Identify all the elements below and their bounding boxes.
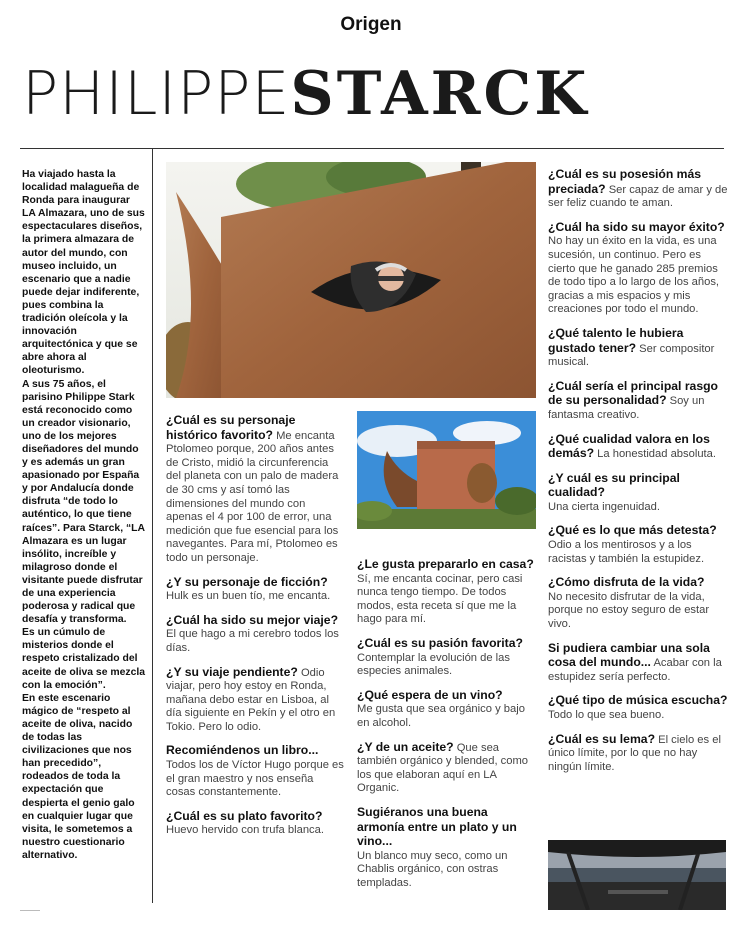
portrait-photo-svg bbox=[166, 162, 536, 398]
answer: Un blanco muy seco, como un Chablis orgánico, con ostras templadas. bbox=[357, 849, 508, 889]
answer: No hay un éxito en la vida, es una sucesión, un continuo. Pero es cierto que he ganado 285 premios de todo tipo a lo largo de los años, gracias a mis espacios y mis creaciones por todo el mundo. bbox=[548, 235, 720, 316]
qa-item bbox=[548, 433, 730, 462]
question: Si pudiera cambiar una sola cosa del mundo... bbox=[548, 640, 710, 670]
intro-paragraph: A sus 75 años, el parisino Philippe Stark está reconocido como un creador visionario, uno de los mejores diseñadores del mundo y es además un gran apasionado por España y por Andalucía donde disfruta “de todo lo auténtico, lo que tiene raíces”. Para Starck, “LA Almazara es un lugar insólito, increíble y milagroso donde el visitante puede disfrutar de una experiencia poderosa y radical que desafía y transforma. bbox=[22, 378, 145, 626]
question: ¿Qué espera de un vino? bbox=[357, 687, 503, 702]
question: ¿Cuál sería el principal rasgo de su personalidad? bbox=[548, 378, 719, 408]
qa-item bbox=[548, 221, 730, 317]
qa-column-3 bbox=[548, 168, 730, 784]
question: ¿Cuál es su personaje histórico favorito? bbox=[166, 413, 296, 442]
answer: No necesito disfrutar de la vida, porque no estoy seguro de estar vivo. bbox=[548, 590, 710, 631]
question: ¿Qué cualidad valora en los demás? bbox=[548, 431, 710, 461]
question: ¿Cuál es su plato favorito? bbox=[166, 808, 323, 823]
intro-paragraph: En este escenario mágico de “respeto al aceite de oliva, nacido de todas las civilizaciones que nos han precedido”, rodeados de toda la expectación que despierta el genio galo en cualquier lugar que visita, le sometemos a nuestro cuestionario alternativo. bbox=[22, 692, 135, 861]
answer: Hulk es un buen tío, me encanta. bbox=[166, 590, 331, 603]
question: Sugiéranos una buena armonía entre un plato y un vino... bbox=[357, 804, 517, 849]
answer: Odio viajar, pero hoy estoy en Ronda, mañana debo estar en Lisboa, al día siguiente en Pekín y el otro en Tokio. Pero lo odio. bbox=[166, 666, 336, 733]
section-label: Origen bbox=[340, 14, 402, 35]
qa-item bbox=[357, 741, 537, 796]
building-photo-svg bbox=[357, 411, 536, 529]
answer: Me gusta que sea orgánico y bajo en alcohol. bbox=[357, 703, 525, 729]
qa-item bbox=[548, 380, 730, 423]
qa-item bbox=[166, 666, 344, 735]
bottom-rule bbox=[20, 910, 40, 911]
top-rule bbox=[20, 148, 724, 149]
question: ¿Cuál es su posesión más preciada? bbox=[548, 167, 702, 196]
qa-column-1 bbox=[166, 414, 344, 848]
question: ¿Cómo disfruta de la vida? bbox=[548, 575, 705, 590]
question: ¿Cuál es su pasión favorita? bbox=[357, 635, 523, 650]
answer: Contemplar la evolución de las especies animales. bbox=[357, 651, 510, 678]
answer: Sí, me encanta cocinar, pero casi nunca tengo tiempo. De todos modos, esta receta sí que me la hago para mí. bbox=[357, 572, 523, 626]
headline-last-name: STARCK bbox=[290, 59, 590, 129]
building-photo bbox=[357, 411, 536, 529]
answer: Odio a los mentirosos y a los racistas y también la estupidez. bbox=[548, 539, 705, 565]
terrace-photo-svg bbox=[548, 840, 726, 910]
terrace-photo bbox=[548, 840, 726, 910]
question: ¿Qué talento le hubiera gustado tener? bbox=[548, 325, 684, 355]
qa-item bbox=[548, 472, 730, 515]
headline bbox=[22, 58, 589, 130]
portrait-photo bbox=[166, 162, 536, 398]
answer: Todo lo que sea bueno. bbox=[548, 709, 665, 721]
qa-item bbox=[357, 558, 537, 627]
headline-first-name: PHILIPPE bbox=[22, 59, 291, 129]
qa-item bbox=[357, 689, 537, 731]
qa-item bbox=[548, 327, 730, 370]
question: ¿Cuál es su lema? bbox=[548, 731, 656, 746]
qa-item bbox=[548, 576, 730, 631]
qa-item bbox=[548, 733, 730, 775]
answer: El que hago a mi cerebro todos los días. bbox=[166, 628, 339, 654]
answer: Acabar con la estupidez sería perfecto. bbox=[548, 657, 722, 683]
question: ¿Cuál ha sido su mejor viaje? bbox=[166, 612, 339, 627]
question: ¿Y su viaje pendiente? bbox=[166, 664, 298, 679]
column-rule bbox=[152, 148, 153, 903]
qa-item bbox=[548, 168, 730, 211]
answer: Soy un fantasma creativo. bbox=[548, 395, 705, 421]
qa-item bbox=[166, 614, 344, 656]
question: ¿Qué tipo de música escucha? bbox=[548, 693, 728, 708]
qa-column-2 bbox=[357, 558, 537, 900]
qa-item bbox=[166, 810, 344, 838]
qa-item bbox=[166, 576, 344, 604]
answer: La honestidad absoluta. bbox=[597, 448, 716, 461]
intro-paragraph: Es un cúmulo de misterios donde el respeto cristalizado del aceite de oliva se mezcla con la emoción”. bbox=[22, 627, 146, 691]
question: ¿Y de un aceite? bbox=[357, 739, 454, 754]
question: ¿Qué es lo que más detesta? bbox=[548, 523, 717, 538]
qa-item bbox=[357, 806, 537, 891]
answer: Que sea también orgánico y blended, como los que elaboran aquí en LA Organic. bbox=[357, 741, 529, 795]
answer: Todos los de Víctor Hugo porque es el gran maestro y nos enseña cosas constantemente. bbox=[166, 759, 344, 799]
question: ¿Y su personaje de ficción? bbox=[166, 574, 328, 589]
question: ¿Y cuál es su principal cualidad? bbox=[548, 470, 680, 500]
answer: Huevo hervido con trufa blanca. bbox=[166, 824, 324, 837]
intro-text bbox=[22, 168, 146, 862]
answer: Me encanta Ptolomeo porque, 200 años antes de Cristo, midió la circunferencia del planeta con un palo de madera de 30 cms y así tomó las dimensiones del mundo con apenas el 4 por 100 de error, una medición que fue esencial para los navegantes. Para mí, Ptolomeo es todo un personaje. bbox=[166, 429, 339, 564]
question: Recomiéndenos un libro... bbox=[166, 743, 319, 758]
question: ¿Le gusta prepararlo en casa? bbox=[357, 557, 534, 571]
question: ¿Cuál ha sido su mayor éxito? bbox=[548, 219, 725, 234]
answer: Ser compositor musical. bbox=[548, 342, 715, 369]
answer: Una cierta ingenuidad. bbox=[548, 500, 660, 513]
qa-item bbox=[548, 524, 730, 566]
answer: Ser capaz de amar y de ser feliz cuando te aman. bbox=[548, 183, 728, 210]
qa-item bbox=[357, 637, 537, 679]
qa-item bbox=[548, 694, 730, 722]
qa-item bbox=[548, 642, 730, 685]
intro-paragraph: Ha viajado hasta la localidad malagueña de Ronda para inaugurar LA Almazara, uno de sus espectaculares diseños, la primera almazara de autor del mundo, con museo incluido, un escenario que a nadie puede dejar indiferente, pues combina la tradición oleícola y la innovación arquitectónica y que se abre ahora al oleoturismo. bbox=[22, 169, 145, 377]
qa-item bbox=[166, 744, 344, 799]
qa-item bbox=[166, 414, 344, 566]
answer: El cielo es el único límite, por lo que no hay ningún límite. bbox=[548, 733, 721, 773]
